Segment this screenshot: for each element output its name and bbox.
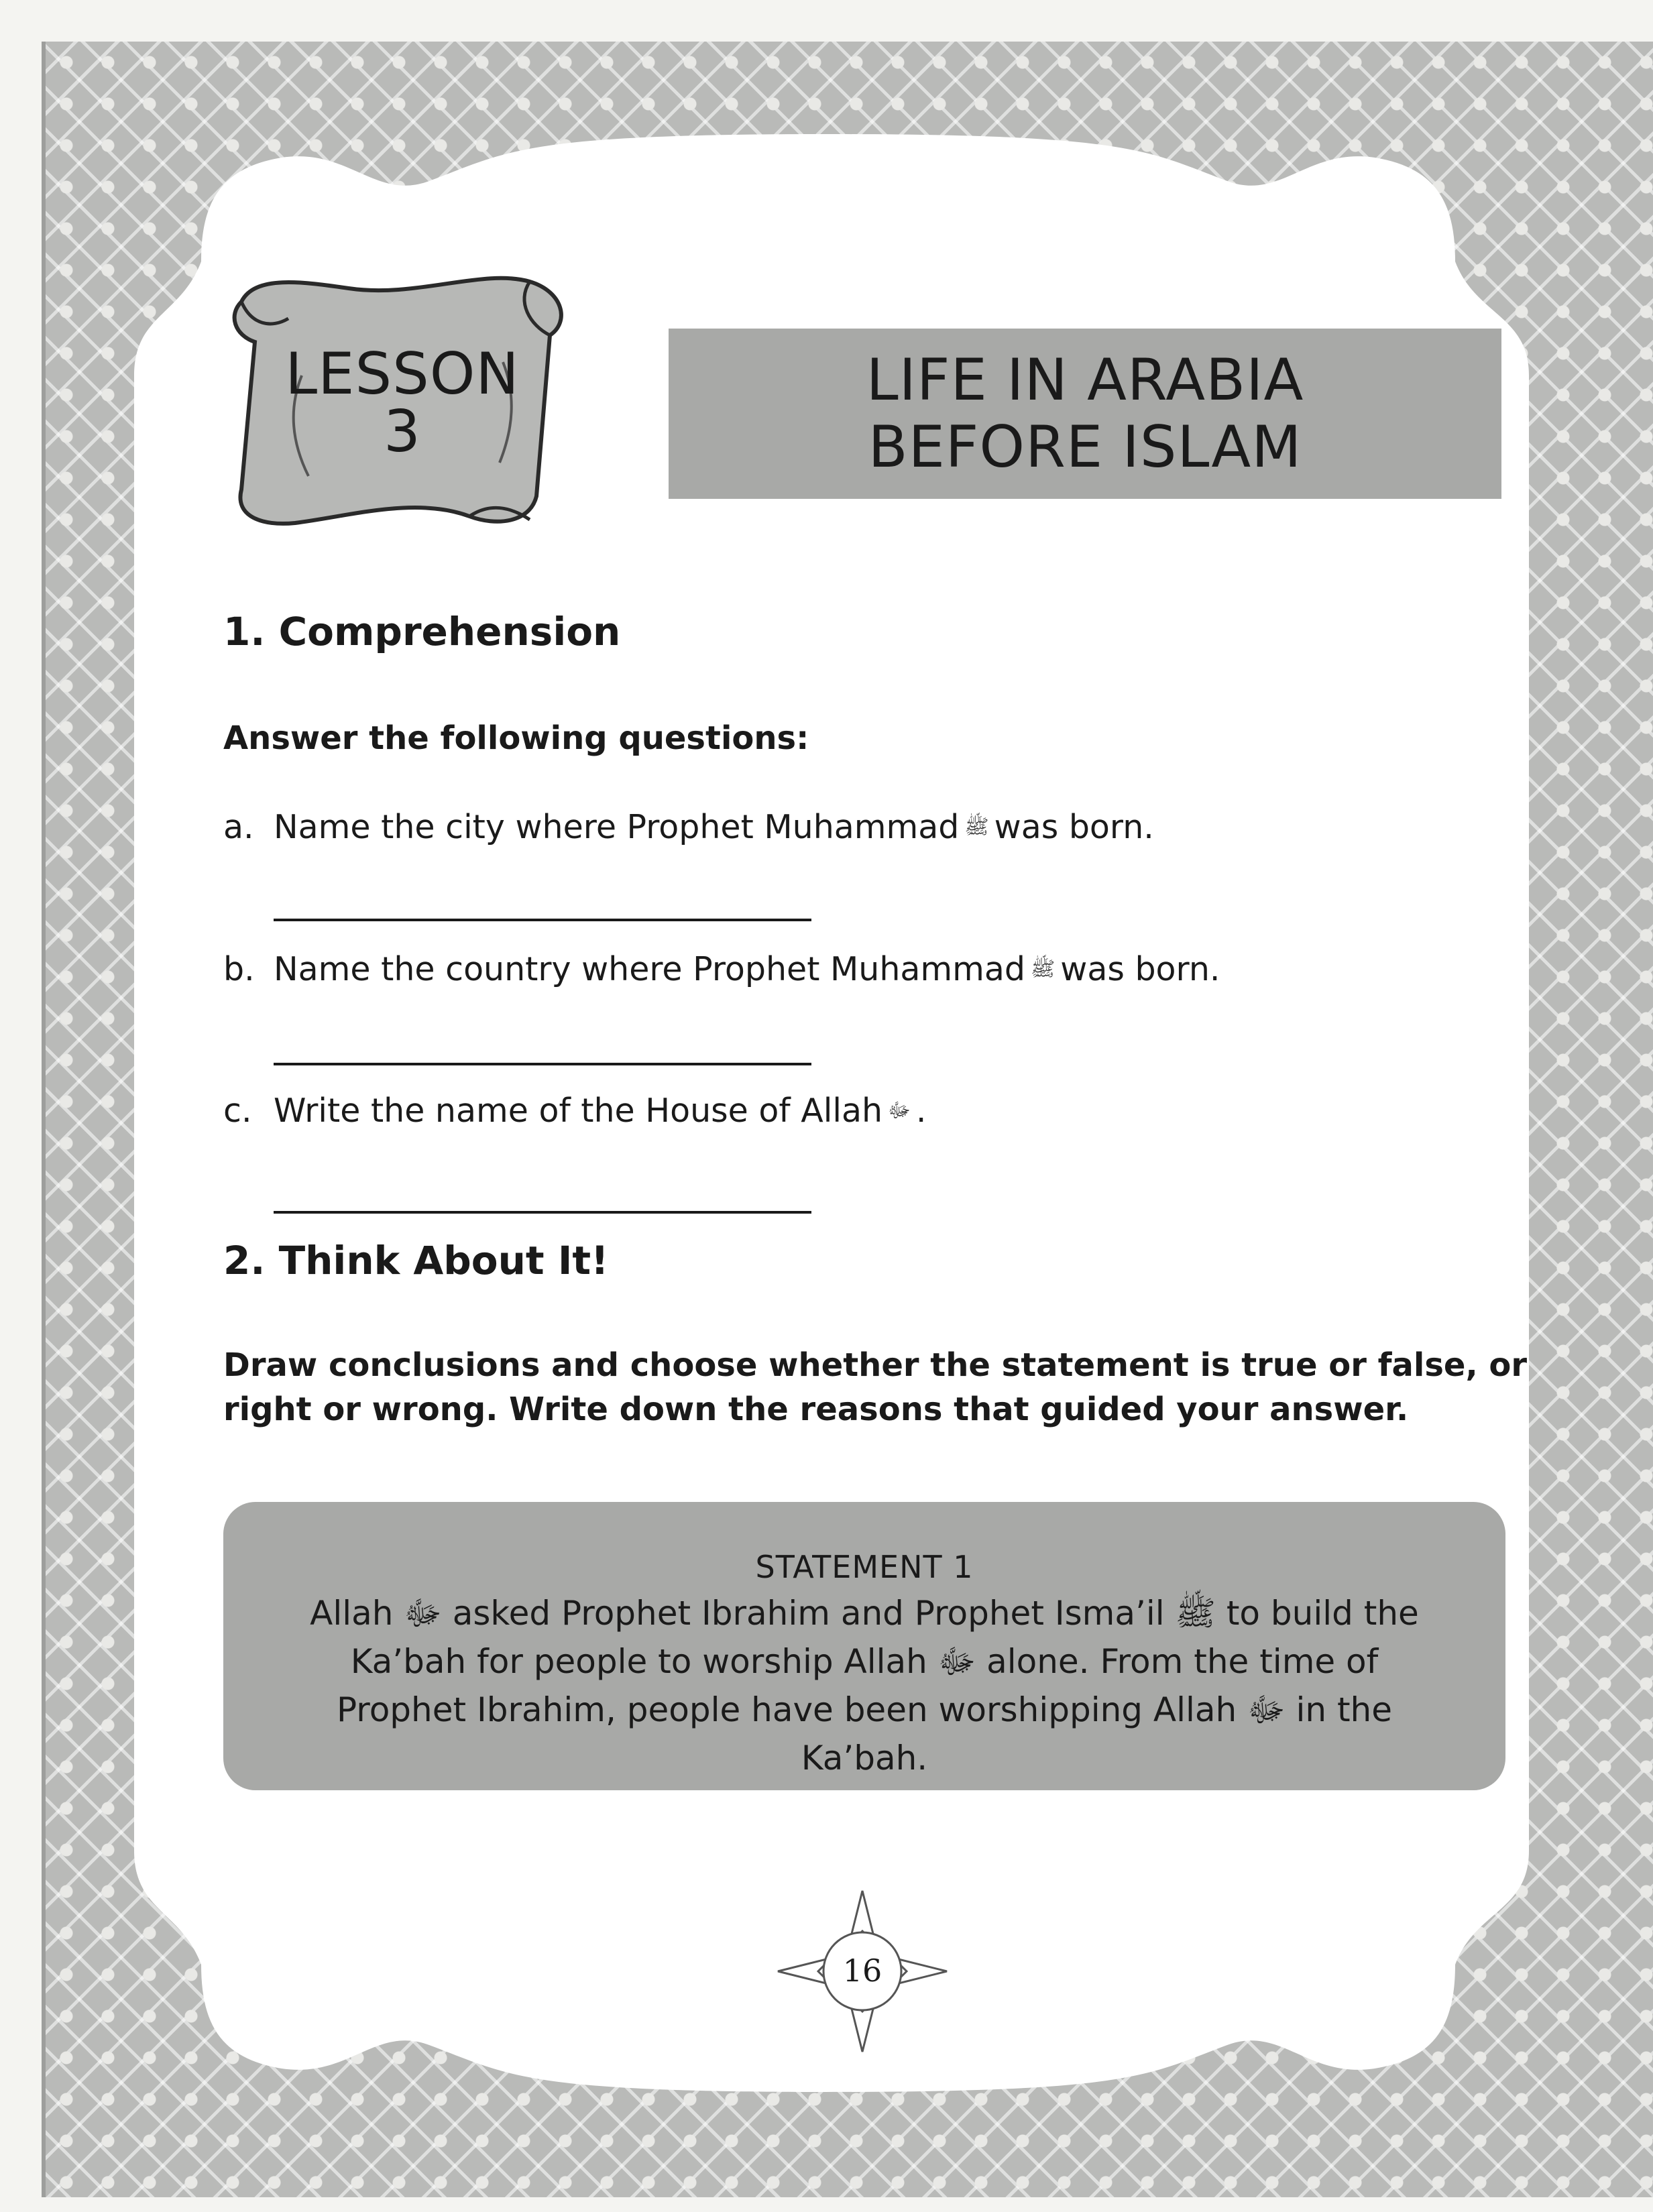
think-instruction-line-1: Draw conclusions and choose whether the statement is true or false, or	[223, 1346, 1528, 1384]
answer-line-a[interactable]	[274, 919, 811, 921]
answer-line-b[interactable]	[274, 1063, 811, 1065]
comprehension-instruction: Answer the following questions:	[223, 719, 809, 757]
question-letter: c.	[223, 1092, 252, 1130]
think-instruction	[223, 1343, 1527, 1432]
question-text: Name the country where Prophet Muhammad	[274, 950, 1025, 988]
comprehension-heading: 1. Comprehension	[223, 609, 621, 654]
question-a	[223, 808, 1154, 846]
lesson-title-box	[666, 326, 1504, 502]
title-line-1: LIFE IN ARABIA	[866, 347, 1304, 414]
question-b	[223, 950, 1220, 988]
statement-line-2: Ka’bah for people to worship Allah ﷻ alone. From the time of	[350, 1642, 1379, 1681]
page-number: 16	[842, 1953, 882, 1989]
lesson-label	[268, 341, 536, 465]
honorific-glyph: ﷻ	[888, 1099, 911, 1122]
question-letter: b.	[223, 950, 255, 988]
honorific-glyph: ﷺ	[1031, 957, 1056, 981]
question-text: Name the city where Prophet Muhammad	[274, 808, 960, 846]
question-text: Write the name of the House of Allah	[274, 1092, 883, 1130]
question-text-end: was born.	[1060, 950, 1220, 988]
statement-title: STATEMENT 1	[755, 1549, 974, 1585]
statement-line-3: Prophet Ibrahim, people have been worshipping Allah ﷻ in the	[336, 1690, 1393, 1729]
statement-line-4: Ka’bah.	[801, 1739, 928, 1778]
statement-body	[268, 1589, 1461, 1782]
think-about-it-heading: 2. Think About It!	[223, 1238, 609, 1283]
statement-line-1: Allah ﷻ asked Prophet Ibrahim and Prophet Isma’il ﷺ to build the	[310, 1594, 1419, 1633]
title-line-2: BEFORE ISLAM	[868, 414, 1302, 481]
lesson-number: 3	[384, 398, 421, 465]
question-c	[223, 1092, 926, 1130]
lesson-word: LESSON	[285, 341, 520, 408]
question-letter: a.	[223, 808, 254, 846]
think-instruction-line-2: right or wrong. Write down the reasons that guided your answer.	[223, 1391, 1409, 1428]
question-text-end: was born.	[994, 808, 1154, 846]
answer-line-c[interactable]	[274, 1211, 811, 1214]
question-text-end: .	[915, 1092, 927, 1130]
honorific-glyph: ﷺ	[964, 815, 989, 839]
